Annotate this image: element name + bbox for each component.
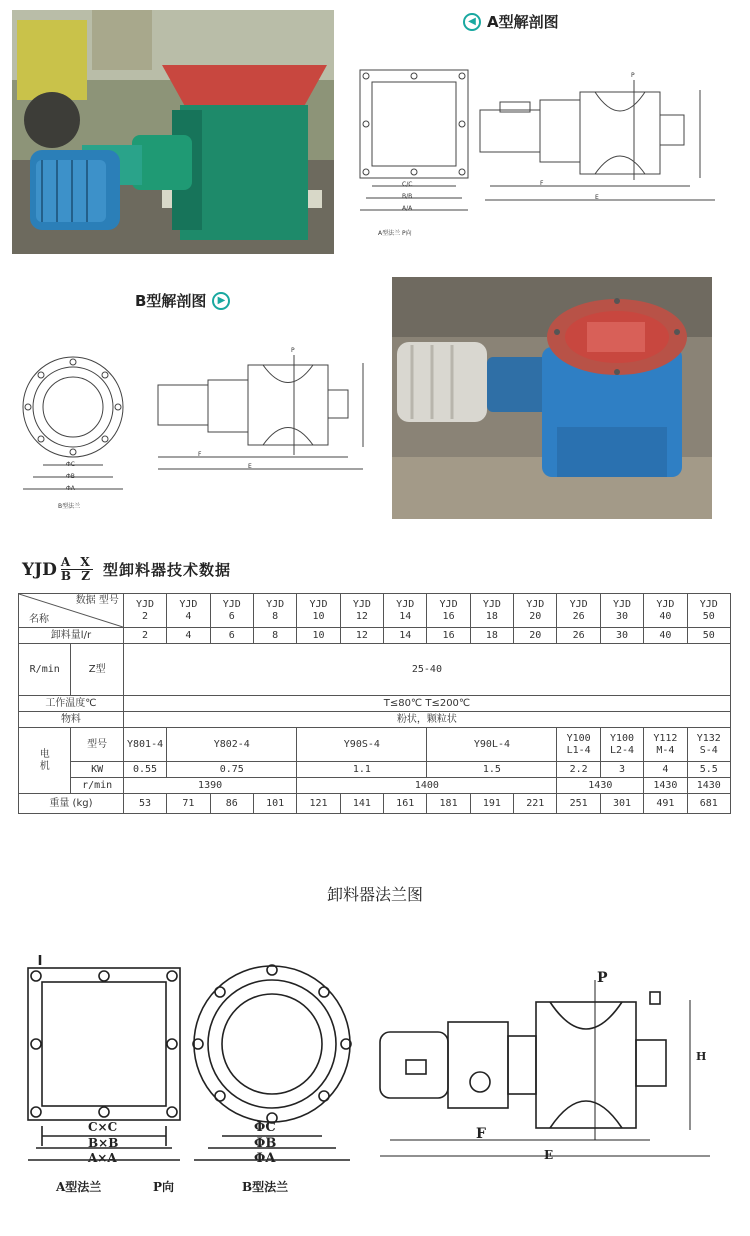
table-row-motor-model [19,728,731,762]
flange-label-h: H [696,1050,707,1063]
weight-value: 681 [687,794,730,814]
table-row-motor-rmin [19,778,731,794]
model-cell [514,594,557,628]
discharge-value: 14 [384,628,427,644]
flange-a-label-b: B×B [88,1136,119,1150]
motor-label [19,728,71,794]
motor-rmin-label: r/min [71,778,123,794]
discharge-value: 50 [687,628,730,644]
material-value: 粉状，颗粒状 [123,712,730,728]
kw-value: 1.1 [297,762,427,778]
drawing-a-label-a: A/A [402,205,413,212]
motor-model-text: Y132 S-4 [696,732,721,756]
drawing-a [350,60,740,255]
flange-title: 卸料器法兰图 [326,885,423,904]
discharge-label: 卸料量l/r [19,628,124,644]
model-yjd-16: YJD 16 [439,598,458,622]
spec-table [18,593,731,814]
table-row-weight [19,794,731,814]
table-heading-yjd: YJD [22,559,57,580]
weight-label: 重量 (kg) [19,794,124,814]
model-yjd-6: YJD 6 [222,598,241,622]
model-cell [167,594,210,628]
table-heading-fraction [61,556,93,583]
motor-rmin-value: 1430 [687,778,730,794]
table-row-temp [19,696,731,712]
discharge-value: 26 [557,628,600,644]
model-yjd-2: YJD 2 [136,598,155,622]
model-yjd-20: YJD 20 [526,598,545,622]
section-title-a-text: A型解剖图 [487,13,559,31]
weight-value: 121 [297,794,340,814]
discharge-value: 2 [123,628,166,644]
model-yjd-10: YJD 10 [309,598,328,622]
model-cell [297,594,340,628]
motor-model-value: Y90S-4 [297,728,427,762]
kw-value: 0.75 [167,762,297,778]
model-cell [644,594,687,628]
drawing-b-label-f: F [198,451,202,458]
model-cell [384,594,427,628]
arrow-left-icon: ◀ [463,13,481,31]
motor-model-value [644,728,687,762]
motor-model-text: Y100 L2-4 [609,732,635,756]
photo-feeder-blue-art [392,277,712,519]
flange-label-p: P [597,970,608,986]
flange-b-label-b: ΦB [254,1136,277,1151]
rmin-label: R/min [19,644,71,696]
motor-rmin-value: 1400 [297,778,557,794]
kw-value: 3 [600,762,643,778]
weight-value: 161 [384,794,427,814]
drawing-a-caption: A型法兰 P向 [378,230,412,237]
weight-value: 491 [644,794,687,814]
motor-model-value [557,728,600,762]
weight-value: 71 [167,794,210,814]
temp-value: T≤80℃ T≤200℃ [123,696,730,712]
discharge-value: 20 [514,628,557,644]
motor-rmin-value: 1430 [644,778,687,794]
kw-value: 5.5 [687,762,730,778]
flange-a-label-c: C×C [88,1120,118,1134]
flange-a-caption: A型法兰 [56,1180,102,1194]
kw-value: 2.2 [557,762,600,778]
motor-model-value: Y90L-4 [427,728,557,762]
motor-model-label: 型号 [71,728,123,762]
table-row-models [19,594,731,628]
flange-b-caption: B型法兰 [242,1180,289,1194]
weight-value: 181 [427,794,470,814]
model-yjd-12: YJD 12 [352,598,371,622]
discharge-value: 16 [427,628,470,644]
table-row-rmin [19,644,731,696]
corner-cell [19,594,124,628]
flange-b-label-a: ΦA [254,1151,276,1166]
model-yjd-14: YJD 14 [396,598,415,622]
table-heading-title: 型卸料器技术数据 [103,561,232,579]
model-yjd-30: YJD 30 [612,598,632,622]
weight-value: 191 [470,794,513,814]
flange-b-label-c: ΦC [254,1120,276,1135]
drawing-b-caption: B型法兰 [58,503,81,510]
model-cell [340,594,383,628]
z-type-label: Z型 [71,644,123,696]
motor-rmin-value: 1430 [557,778,644,794]
section-title-a [463,11,559,32]
kw-label: KW [71,762,123,778]
flange-label-e: E [544,1148,554,1162]
model-cell [210,594,253,628]
weight-value: 301 [600,794,643,814]
table-row-material [19,712,731,728]
discharge-value: 12 [340,628,383,644]
motor-model-value: Y801-4 [123,728,166,762]
kw-value: 0.55 [123,762,166,778]
model-cell [123,594,166,628]
weight-value: 53 [123,794,166,814]
drawing-a-label-p: P [631,72,635,79]
weight-value: 221 [514,794,557,814]
material-label: 物料 [19,712,124,728]
model-cell [600,594,643,628]
table-row-kw [19,762,731,778]
weight-value: 141 [340,794,383,814]
photo-feeder-green [12,10,334,254]
model-cell [253,594,296,628]
kw-value: 1.5 [427,762,557,778]
discharge-value: 10 [297,628,340,644]
temp-label: 工作温度℃ [19,696,124,712]
drawing-b-label-c: ΦC [66,461,75,468]
fraction-top: A X [60,555,93,569]
drawing-a-label-e: E [595,194,599,201]
section-title-b [135,290,230,311]
photo-feeder-blue [392,277,712,519]
model-yjd-4: YJD 4 [179,598,198,622]
table-heading [22,556,231,583]
discharge-value: 40 [644,628,687,644]
discharge-value: 4 [167,628,210,644]
motor-model-value [687,728,730,762]
section-title-b-text: B型解剖图 [135,292,207,310]
motor-model-text: Y100 L1-4 [566,732,591,756]
motor-model-text: Y112 M-4 [653,732,678,756]
motor-rmin-value: 1390 [123,778,296,794]
fraction-bottom: B Z [60,569,94,583]
discharge-value: 30 [600,628,643,644]
motor-model-value [600,728,643,762]
model-cell [470,594,513,628]
table-row-discharge [19,628,731,644]
model-cell [687,594,730,628]
weight-value: 251 [557,794,600,814]
model-yjd-50: YJD 50 [699,598,718,622]
discharge-value: 6 [210,628,253,644]
model-yjd-26: YJD 26 [569,598,588,622]
flange-drawing [10,940,740,1210]
flange-p-caption: P向 [153,1180,175,1194]
drawing-a-label-c: C/C [402,181,413,188]
model-cell [557,594,600,628]
discharge-value: 8 [253,628,296,644]
discharge-value: 18 [470,628,513,644]
drawing-b-label-p: P [291,347,295,354]
rmin-value: 25-40 [123,644,730,696]
drawing-b [18,345,378,515]
flange-a-label-a: A×A [88,1151,117,1165]
drawing-a-label-f: F [540,180,544,187]
arrow-right-icon: ▶ [212,292,230,310]
drawing-a-art [350,60,740,255]
weight-value: 86 [210,794,253,814]
kw-value: 4 [644,762,687,778]
drawing-b-label-a: ΦA [66,485,75,492]
drawing-a-label-b: B/B [402,193,413,200]
model-yjd-18: YJD 18 [482,598,501,622]
model-yjd-8: YJD 8 [266,598,285,622]
motor-label-text: 电 机 [39,748,50,772]
model-yjd-40: YJD 40 [656,598,675,622]
drawing-b-label-b: ΦB [66,473,75,480]
flange-drawing-art [10,940,740,1210]
weight-value: 101 [253,794,296,814]
model-cell [427,594,470,628]
motor-model-value: Y802-4 [167,728,297,762]
corner-bottom-label: 名称 [29,614,49,625]
photo-feeder-green-art [12,10,334,254]
flange-label-f: F [476,1126,486,1142]
drawing-b-label-e: E [248,463,252,470]
corner-top-label: 数据 型号 [75,595,119,606]
